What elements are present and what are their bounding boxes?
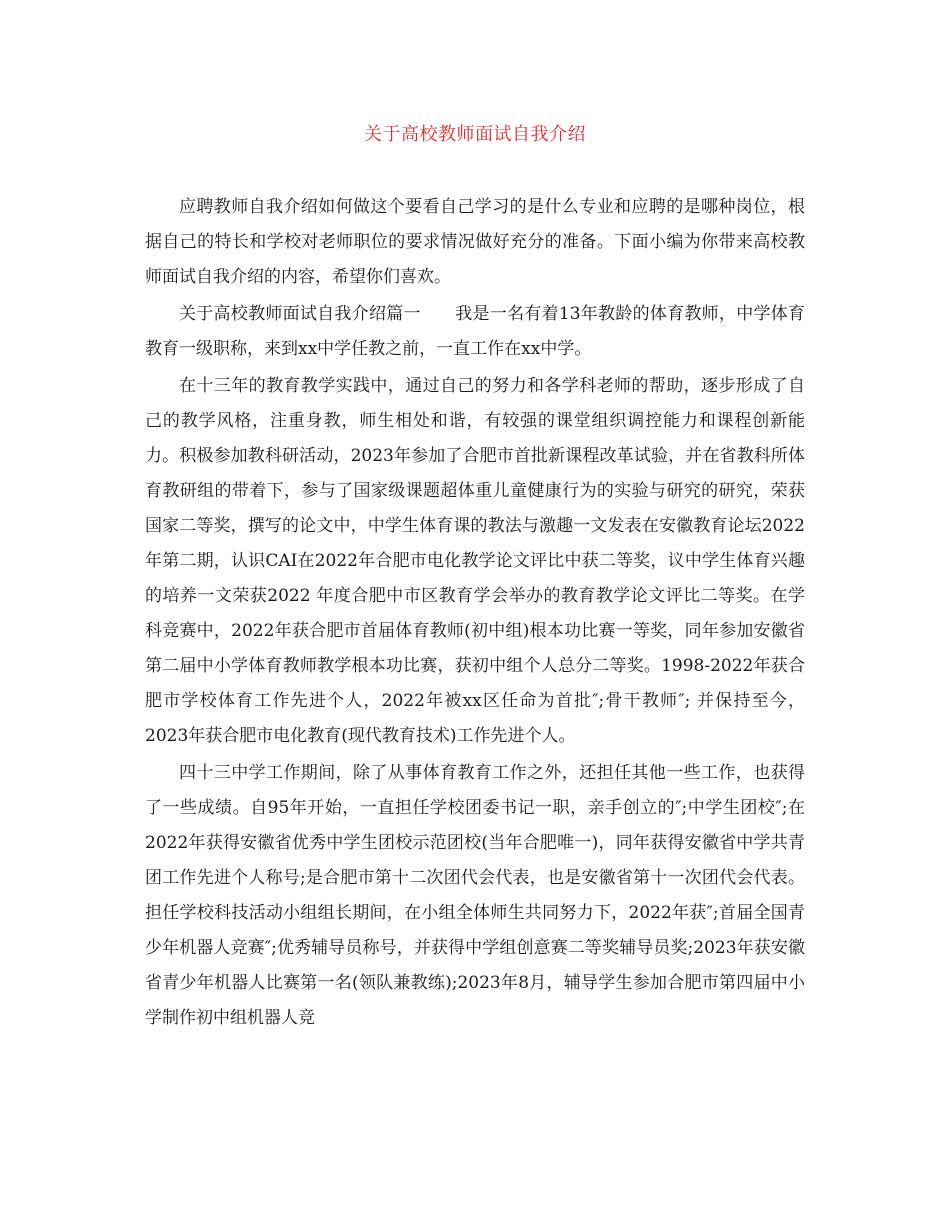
paragraph-other-work: 四十三中学工作期间，除了从事体育教育工作之外，还担任其他一些工作，也获得了一些成绩。自95年开始，一直担任学校团委书记一职，亲手创立的″;中学生团校″;在2022年获得安徽省优秀中学生团校示范团校(当年合肥唯一)，同年获得安徽省中学共青团工作先进个人称号;是合肥市第十二次团代会代表，也是安徽省第十一次团代会代表。担任学校科技活动小组组长期间，在小组全体师生共同努力下，2022年获″;首届全国青少年机器人竞赛″;优秀辅导员称号，并获得中学组创意赛二等奖辅导员奖;2023年获安徽省青少年机器人比赛第一名(领队兼教练);2023年8月，辅导学生参加合肥市第四届中小学制作初中组机器人竞	[145, 763, 805, 1028]
document-title: 关于高校教师面试自我介绍	[364, 124, 586, 145]
paragraph-section-one: 关于高校教师面试自我介绍篇一 我是一名有着13年教龄的体育教师，中学体育教育一级职称，来到xx中学任教之前，一直工作在xx中学。	[145, 304, 805, 359]
paragraph-teaching-experience: 在十三年的教育教学实践中，通过自己的努力和各学科老师的帮助，逐步形成了自己的教学风格，注重身教，师生相处和谐，有较强的课堂组织调控能力和课程创新能力。积极参加教科研活动，2023年参加了合肥市首批新课程改革试验，并在省教科所体育教研组的带着下，参与了国家级课题超体重儿童健康行为的实验与研究的研究，荣获国家二等奖，撰写的论文中，中学生体育课的教法与激趣一文发表在安徽教育论坛2022年第二期，认识CAI在2022年合肥市电化教学论文评比中获二等奖，议中学生体育兴趣的培养一文荣获2022 年度合肥中市区教育学会举办的教育教学论文评比二等奖。在学科竞赛中，2022年获合肥市首届体育教师(初中组)根本功比赛一等奖，同年参加安徽省第二届中小学体育教师教学根本功比赛，获初中组个人总分二等奖。1998-2022年获合肥市学校体育工作先进个人，2022年被xx区任命为首批″;骨干教师″; 并保持至今，2023年获合肥市电化教育(现代教育技术)工作先进个人。	[145, 376, 805, 746]
document-body	[145, 190, 805, 1038]
paragraph-intro: 应聘教师自我介绍如何做这个要看自己学习的是什么专业和应聘的是哪种岗位，根据自己的特长和学校对老师职位的要求情况做好充分的准备。下面小编为你带来高校教师面试自我介绍的内容，希望你们喜欢。	[145, 197, 805, 287]
